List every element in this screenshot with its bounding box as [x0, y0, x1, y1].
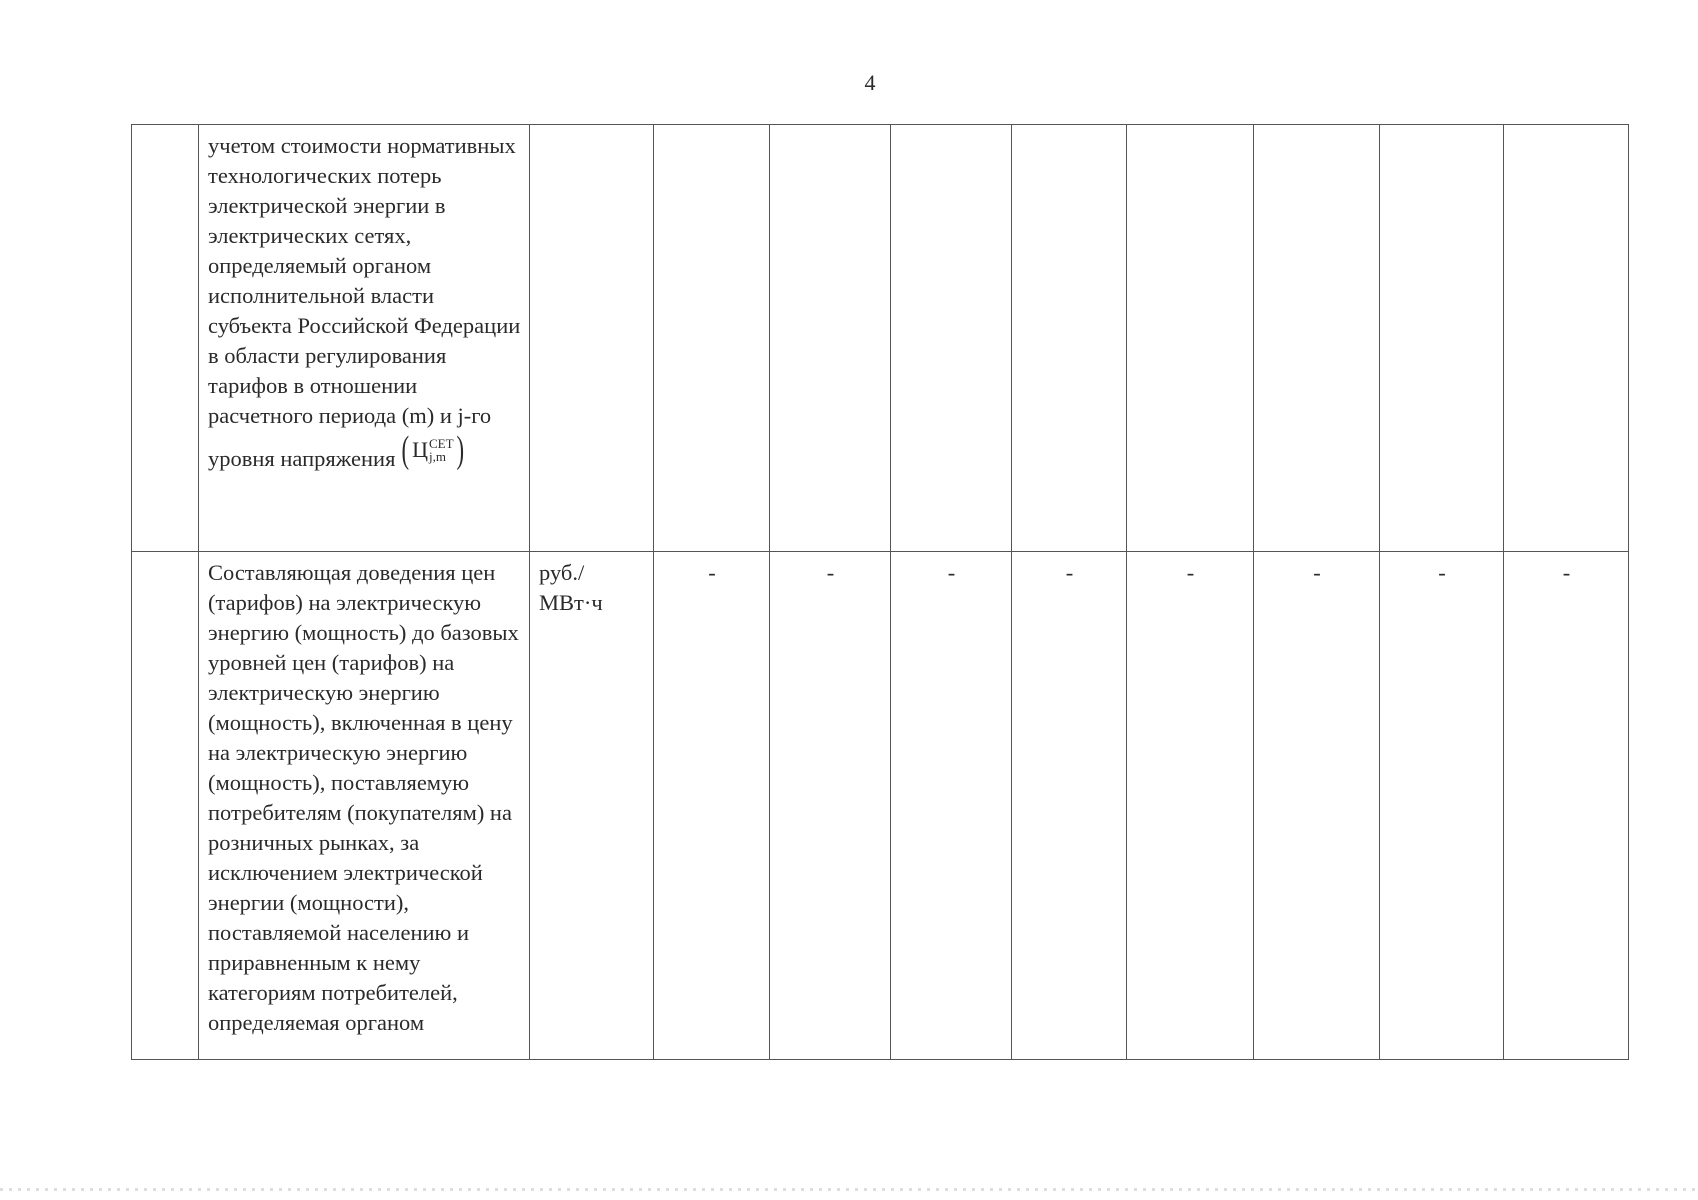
value-cell	[1012, 125, 1127, 552]
value-cell: -	[891, 552, 1012, 1060]
formula-symbol: Ц	[412, 437, 428, 462]
tariff-table	[131, 124, 1629, 1060]
description-cell	[199, 125, 530, 552]
table-row	[132, 125, 1629, 552]
description-text: учетом стоимости нормативных технологических потерь электрической энергии в электрических сетях, определяемый органом исполнительной власти субъекта Российской Федерации в области регулирования тарифов в отношении расчетного периода (m) и j-го уровня напряжения	[208, 133, 521, 471]
value-cell: -	[1012, 552, 1127, 1060]
page-number: 4	[864, 70, 876, 95]
value-cell	[654, 125, 770, 552]
value-cell: -	[770, 552, 891, 1060]
value-cell	[1254, 125, 1380, 552]
unit-cell: руб./ МВт·ч	[530, 552, 654, 1060]
value-cell: -	[1504, 552, 1629, 1060]
formula-subscript: j,m	[428, 449, 446, 464]
value-cell	[1127, 125, 1254, 552]
scan-artifact	[0, 1188, 1698, 1191]
table-row	[132, 552, 1629, 1060]
formula-superscript: СЕТ	[428, 436, 454, 451]
tariff-formula: ( Ц СЕТ j,m )	[401, 429, 464, 471]
unit-cell	[530, 125, 654, 552]
row-number-cell	[132, 552, 199, 1060]
value-cell	[1504, 125, 1629, 552]
value-cell	[1380, 125, 1504, 552]
value-cell: -	[1254, 552, 1380, 1060]
row-number-cell	[132, 125, 199, 552]
value-cell	[770, 125, 891, 552]
value-cell	[891, 125, 1012, 552]
description-cell: Составляющая доведения цен (тарифов) на электрическую энергию (мощность) до базовых уровней цен (тарифов) на электрическую энергию (мощность), включенная в цену на электрическую энергию (мощность), поставляемую потребителям (покупателям) на розничных рынках, за исключением электрической энергии (мощности), поставляемой населению и приравненным к нему категориям потребителей, определяемая органом	[199, 552, 530, 1060]
value-cell: -	[1380, 552, 1504, 1060]
value-cell: -	[654, 552, 770, 1060]
value-cell: -	[1127, 552, 1254, 1060]
